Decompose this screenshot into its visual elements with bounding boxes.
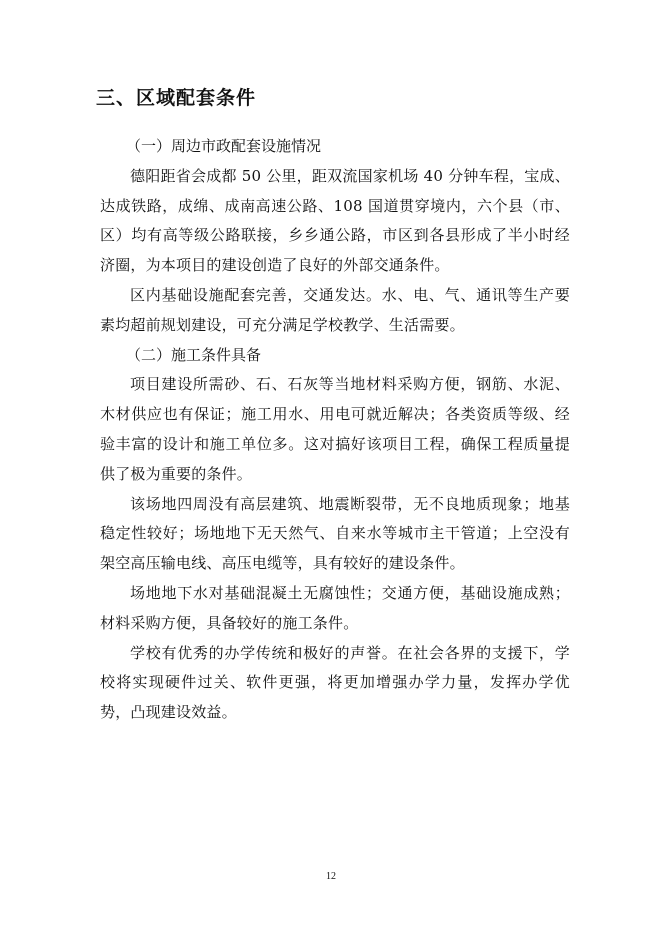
paragraph-transportation: 德阳距省会成都 50 公里，距双流国家机场 40 分钟车程，宝成、达成铁路，成绵、成南高速公路、108 国道贯穿境内，六个县（市、区）均有高等级公路联接，乡乡通公路，市区到各县形成了半小时经济圈，为本项目的建设创造了良好的外部交通条件。 [100,166,570,275]
paragraph-infrastructure: 区内基础设施配套完善，交通发达。水、电、气、通讯等生产要素均超前规划建设，可充分满足学校教学、生活需要。 [100,285,570,334]
subsection-heading-construction-conditions: （二）施工条件具备 [126,345,262,364]
document-body [100,132,570,728]
paragraph-site-geology: 该场地四周没有高层建筑、地震断裂带，无不良地质现象；地基稳定性较好；场地地下无天然气、自来水等城市主干管道；上空没有架空高压输电线、高压电缆等，具有较好的建设条件。 [100,494,570,573]
subsection-heading-surrounding-facilities: （一）周边市政配套设施情况 [126,137,322,155]
paragraph-school-reputation: 学校有优秀的办学传统和极好的声誉。在社会各界的支援下，学校将实现硬件过关、软件更强，将更加增强办学力量，发挥办学优势，凸现建设效益。 [100,643,570,722]
section-heading: 三、区域配套条件 [96,87,257,109]
page-number: 12 [326,871,336,882]
paragraph-materials-supply: 项目建设所需砂、石、石灰等当地材料采购方便，钢筋、水泥、木材供应也有保证；施工用水、用电可就近解决；各类资质等级、经验丰富的设计和施工单位多。这对搞好该项目工程，确保工程质量提供了极为重要的条件。 [100,375,570,483]
paragraph-groundwater: 场地地下水对基础混凝土无腐蚀性；交通方便，基础设施成熟；材料采购方便，具备较好的施工条件。 [100,583,570,632]
